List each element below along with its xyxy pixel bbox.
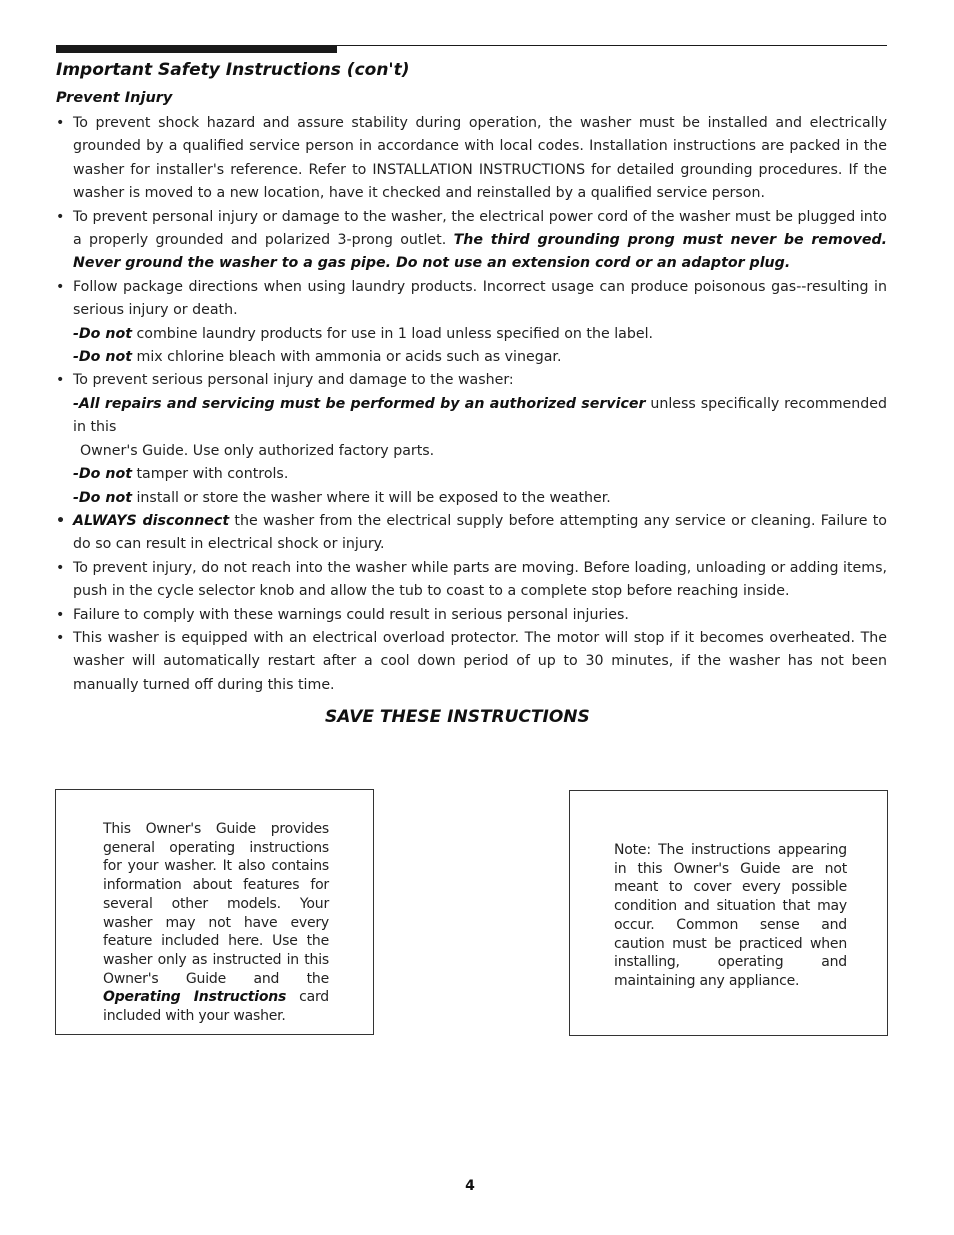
- note-box: [569, 790, 888, 1036]
- bullet-item-failure-to-comply: [56, 604, 887, 627]
- bullet-item-shock-hazard: [56, 112, 887, 206]
- sub-item: [56, 487, 887, 510]
- safety-instructions-list: [56, 112, 887, 697]
- bullet-icon: •: [56, 115, 65, 131]
- sub-item: [56, 463, 887, 486]
- header-thin-rule: [337, 45, 887, 46]
- bullet-icon: •: [56, 208, 65, 225]
- sub-item: [56, 323, 887, 346]
- sub-item-emphasis: -All repairs and servicing must be performed by an authorized servicer: [73, 395, 646, 412]
- bullet-icon: •: [56, 606, 65, 623]
- bullet-text: To prevent personal injury or damage to the washer, the electrical power cord of the washer must be plugged into a properly grounded and polarized 3-prong outlet.: [73, 208, 887, 249]
- bullet-text: Failure to comply with these warnings could result in serious personal injuries.: [73, 606, 629, 623]
- sub-item-text: tamper with controls.: [131, 466, 289, 483]
- bullet-item-power-cord: [56, 206, 887, 276]
- sub-item-emphasis: -Do not: [73, 325, 132, 342]
- sub-item-continuation: Owner's Guide. Use only authorized factory parts.: [80, 442, 435, 459]
- sub-item-emphasis: -Do not: [73, 349, 132, 366]
- note-box-text: Note: The instructions appearing in this Owner's Guide are not meant to cover every possible condition and situation that may occur. Common sense and caution must be practiced when installing, operating and maintaining any appliance.: [614, 842, 847, 989]
- bullet-text: the washer from the electrical supply before attempting any service or cleaning. Failure to do so can result in electrical shock or injury.: [73, 512, 887, 553]
- sub-item: [56, 393, 887, 440]
- bullet-emphasis: ALWAYS disconnect: [73, 512, 230, 529]
- sub-item-text: mix chlorine bleach with ammonia or acids such as vinegar.: [131, 349, 562, 366]
- bullet-item-always-disconnect: [56, 510, 887, 557]
- sub-item-emphasis: -Do not: [73, 466, 132, 483]
- bullet-item-moving-parts: [56, 557, 887, 604]
- header-thick-rule: [56, 45, 337, 53]
- bullet-text: Follow package directions when using laundry products. Incorrect usage can produce poisonous gas--resulting in serious injury or death.: [73, 278, 887, 319]
- bullet-item-laundry-products: [56, 276, 887, 323]
- bullet-text: To prevent injury, do not reach into the washer while parts are moving. Before loading, unloading or adding items, push in the cycle selector knob and allow the tub to coast to a complete stop before reaching inside.: [73, 559, 887, 600]
- bullet-icon: •: [56, 372, 65, 389]
- bullet-item-serious-injury: [56, 369, 887, 392]
- owners-guide-info-box: [55, 789, 374, 1035]
- info-box-emphasis: Operating Instructions: [103, 989, 287, 1006]
- bullet-icon: •: [56, 629, 65, 646]
- bullet-text: To prevent serious personal injury and damage to the washer:: [73, 372, 514, 389]
- page-number: 4: [465, 1178, 475, 1194]
- bullet-item-overload-protector: [56, 627, 887, 697]
- info-box-text: [103, 820, 329, 1026]
- bullet-emphasis: The third grounding prong must never be removed. Never ground the washer to a gas pipe. Do not use an extension cord or an adaptor plug.: [73, 232, 887, 272]
- sub-item-text: unless specifically recommended in this: [73, 395, 887, 436]
- page-title: Important Safety Instructions (con't): [56, 60, 410, 80]
- bullet-text: To prevent shock hazard and assure stability during operation, the washer must be installed and electrically grounded by a qualified service person in accordance with local codes. Installation instructions are packed in the washer for installer's reference. Refer to INSTALLATION INSTRUCTIONS for detailed grounding procedures. If the washer is moved to a new location, have it checked and reinstalled by a qualified service person.: [73, 115, 887, 202]
- bullet-text: This washer is equipped with an electrical overload protector. The motor will stop if it becomes overheated. The washer will automatically restart after a cool down period of up to 30 minutes, if the washer has not been manually turned off during this time.: [73, 629, 887, 693]
- sub-item: [56, 346, 887, 369]
- bullet-icon: •: [56, 512, 66, 529]
- bullet-icon: •: [56, 278, 65, 295]
- info-box-body: This Owner's Guide provides general operating instructions for your washer. It also contains information about features for several other models. Your washer may not have every feature included here. Use the washer only as instructed in this Owner's Guide and the: [103, 821, 329, 987]
- sub-item-text: install or store the washer where it will be exposed to the weather.: [131, 489, 611, 506]
- section-subtitle: Prevent Injury: [56, 90, 173, 106]
- info-box-body-end: card included with your washer.: [103, 989, 329, 1025]
- sub-item-text: combine laundry products for use in 1 load unless specified on the label.: [131, 325, 654, 342]
- bullet-icon: •: [56, 559, 65, 576]
- sub-item-emphasis: -Do not: [73, 489, 132, 506]
- save-instructions-heading: SAVE THESE INSTRUCTIONS: [325, 707, 590, 727]
